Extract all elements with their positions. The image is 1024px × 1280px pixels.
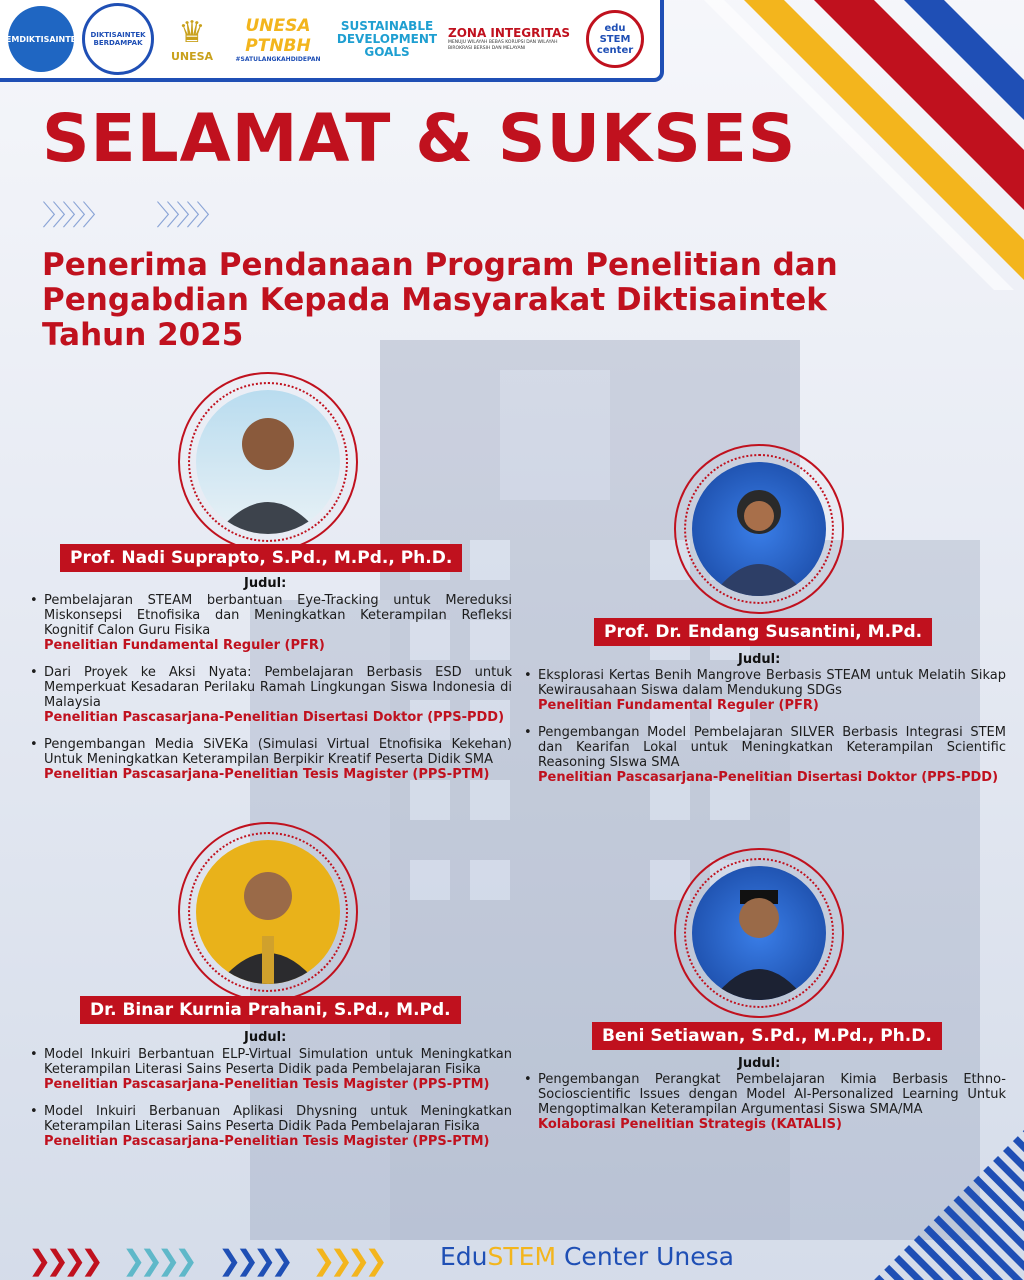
footer-arrows-blue: ❯❯❯❯: [218, 1244, 288, 1277]
judul-label: Judul:: [738, 652, 781, 667]
list-item: • Model Inkuiri Berbanuan Aplikasi Dhysning untuk Meningkatkan Keterampilan Literasi Sains Peserta Didik Pada Pembelajaran Fisika Penelitian Pascasarjana-Penelitian Tesis Magister (PPS-PTM): [30, 1104, 512, 1149]
list-item: • Pengembangan Model Pembelajaran SILVER Berbasis Integrasi STEM dan Kearifan Lokal untuk Meningkatkan Keterampilan Scientific Reasoning SIswa SMA Penelitian Pascasarjana-Penelitian Disertasi Doktor (PPS-PDD): [524, 725, 1006, 785]
headline: SELAMAT & SUKSES: [42, 100, 797, 177]
unesa-ptnbh-logo: UNESA PTNBH #SATULANGKAHDIDEPAN: [235, 15, 321, 63]
portrait-binar: [178, 822, 358, 1002]
list-item: • Model Inkuiri Berbantuan ELP-Virtual Simulation untuk Meningkatkan Keterampilan Literasi Sains Peserta Didik pada Pembelajaran Fisika Penelitian Pascasarjana-Penelitian Tesis Magister (PPS-PTM): [30, 1047, 512, 1092]
person-name: Prof. Nadi Suprapto, S.Pd., M.Pd., Ph.D.: [60, 544, 462, 572]
footer-brand: EduSTEM Center Unesa: [440, 1242, 734, 1271]
list-item: • Pengembangan Media SiVEKa (Simulasi Virtual Etnofisika Kekehan) Untuk Meningkatkan Keterampilan Berpikir Kreatif Peserta Didik SMA Penelitian Pascasarjana-Penelitian Tesis Magister (PPS-PTM): [30, 737, 512, 782]
title-list: [524, 1072, 1006, 1144]
portrait-endang: [674, 444, 844, 614]
chevron-decoration-right: 〉〉〉〉〉: [156, 199, 221, 232]
footer-arrows-red: ❯❯❯❯: [28, 1244, 98, 1277]
edustem-logo: edu STEM center: [586, 10, 644, 68]
judul-label: Judul:: [738, 1056, 781, 1071]
ministry-logo: KEMDIKTISAINTEK: [8, 6, 74, 72]
list-item: • Dari Proyek ke Aksi Nyata: Pembelajaran Berbasis ESD untuk Memperkuat Kesadaran Perilaku Ramah Lingkungan Siswa Indonesia di Malaysia Penelitian Pascasarjana-Penelitian Disertasi Doktor (PPS-PDD): [30, 665, 512, 725]
title-list: [524, 668, 1006, 797]
footer-arrows-yellow: ❯❯❯❯: [312, 1244, 382, 1277]
list-item: • Pengembangan Perangkat Pembelajaran Kimia Berbasis Ethno-Socioscientific Issues dengan Model AI-Personalized Learning Untuk Mengoptimalkan Keterampilan Argumentasi Siswa SMA/MA Kolaborasi Penelitian Strategis (KATALIS): [524, 1072, 1006, 1132]
subtitle: Penerima Pendanaan Program Penelitian dan Pengabdian Kepada Masyarakat Diktisaintek Tahun 2025: [42, 247, 838, 353]
portrait-nadi: [178, 372, 358, 552]
zona-integritas-logo: ZONA INTEGRITAS MENUJU WILAYAH BEBAS KORUPSI DAN WILAYAH BIROKRASI BERSIH DAN MELAYANI: [448, 26, 571, 51]
hatch-decoration: [784, 1130, 1024, 1280]
person-name: Beni Setiawan, S.Pd., M.Pd., Ph.D.: [592, 1022, 942, 1050]
logo-bar: [0, 0, 664, 82]
footer-arrows-teal: ❯❯❯❯: [122, 1244, 192, 1277]
list-item: • Pembelajaran STEAM berbantuan Eye-Tracking untuk Mereduksi Miskonsepsi Etnofisika dan Meningkatkan Keterampilan Refleksi Kognitif Calon Guru Fisika Penelitian Fundamental Reguler (PFR): [30, 593, 512, 653]
person-name: Dr. Binar Kurnia Prahani, S.Pd., M.Pd.: [80, 996, 461, 1024]
title-list: [30, 1047, 512, 1161]
sdg-logo: SUSTAINABLE DEVELOPMENT GOALS: [336, 18, 438, 59]
person-name: Prof. Dr. Endang Susantini, M.Pd.: [594, 618, 932, 646]
diktisaintek-logo: DIKTISAINTEK BERDAMPAK: [82, 3, 154, 75]
list-item: • Eksplorasi Kertas Benih Mangrove Berbasis STEAM untuk Melatih Sikap Kewirausahaan Siswa dalam Mendukung SDGs Penelitian Fundamental Reguler (PFR): [524, 668, 1006, 713]
portrait-beni: [674, 848, 844, 1018]
chevron-decoration-left: 〉〉〉〉〉: [42, 199, 107, 232]
title-list: [30, 593, 512, 794]
judul-label: Judul:: [244, 576, 287, 591]
unesa-logo: ♛ UNESA: [170, 15, 214, 63]
judul-label: Judul:: [244, 1030, 287, 1045]
